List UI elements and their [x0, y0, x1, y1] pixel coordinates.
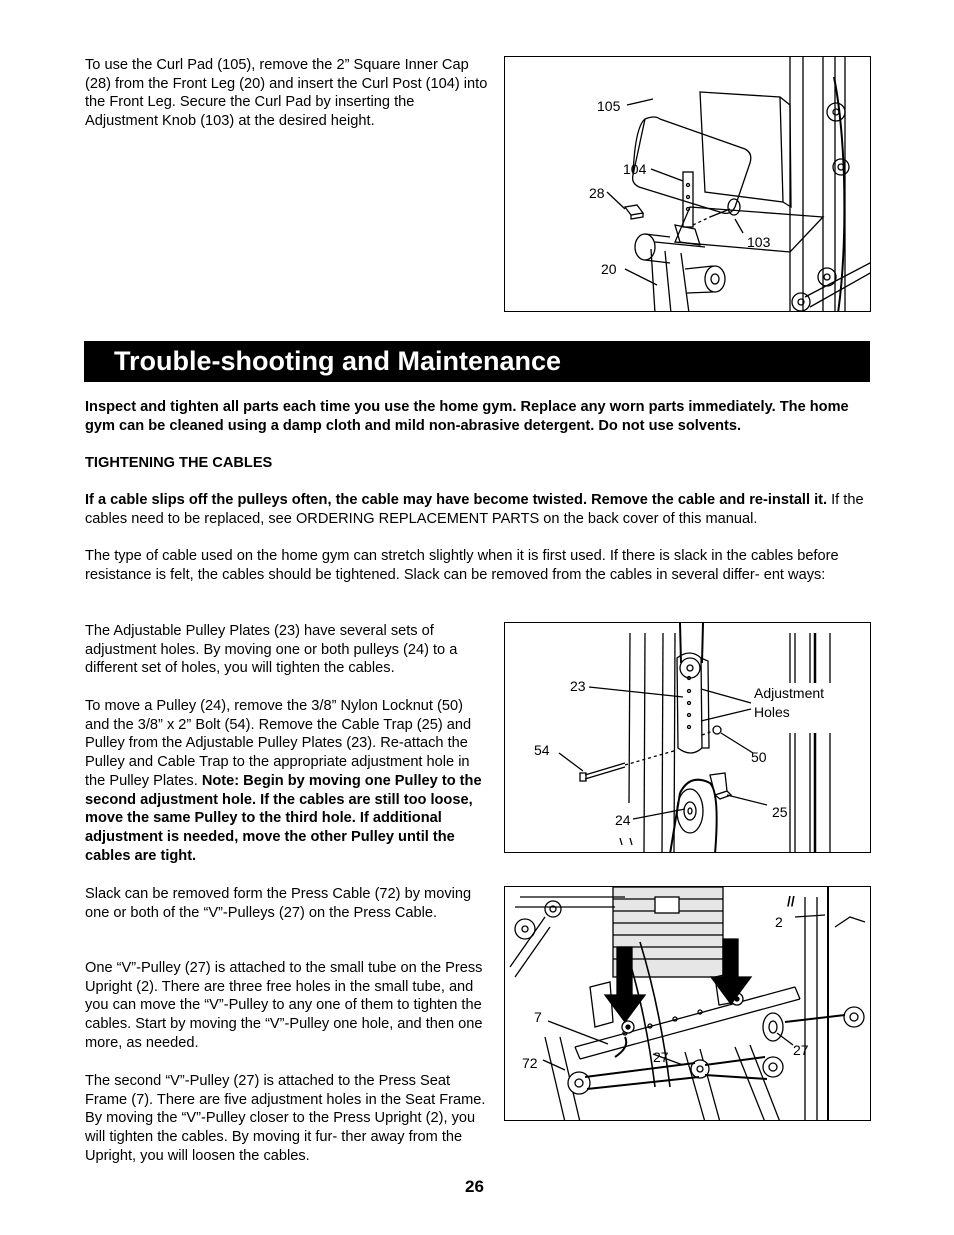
- pulley-plates-drawing: [505, 623, 871, 853]
- pulley-plates-note: Note: Begin by moving one Pulley to the second adjustment hole. If the cables are still too loose, move the same Pulley to the third hole. If additional adjustment is needed, move the other Pulley until the cables are tight.: [85, 772, 482, 864]
- section-title: Trouble-shooting and Maintenance: [84, 341, 870, 382]
- press-callout-72: 72: [522, 1055, 538, 1071]
- pulley-callout-23: 23: [570, 678, 586, 694]
- pulley-callout-adjustment: Adjustment: [754, 685, 825, 701]
- press-cable-drawing: [505, 887, 871, 1121]
- pulley-callout-50: 50: [751, 749, 767, 765]
- pulley-plates-paragraph-2: [85, 697, 487, 865]
- cable-slip-rest: If the cables need to be replaced, see ORDERING REPLACEMENT PARTS on the back cover of this manual.: [85, 492, 864, 527]
- curl-pad-callout-20: 20: [601, 261, 617, 277]
- press-cable-paragraph-1: Slack can be removed form the Press Cable (72) by moving one or both of the “V”-Pulleys (27) on the Press Cable.: [85, 886, 472, 921]
- curl-pad-callout-103: 103: [747, 234, 771, 250]
- cable-slip-paragraph: [85, 491, 875, 528]
- pulley-callout-holes: Holes: [754, 704, 790, 720]
- intro-paragraph: Inspect and tighten all parts each time you use the home gym. Replace any worn parts immediately. The home gym can be cleaned using a damp cloth and mild non-abrasive detergent. Do not use solvents.: [85, 399, 849, 434]
- cable-stretch-paragraph: The type of cable used on the home gym can stretch slightly when it is first used. If there is slack in the cables before resistance is felt, the cables should be tightened. Slack can be removed from the cables in several differ- ent ways:: [85, 548, 839, 583]
- curl-pad-callout-28: 28: [589, 185, 605, 201]
- press-cable-figure: [504, 886, 871, 1121]
- curl-pad-callout-105: 105: [597, 98, 621, 114]
- press-callout-7: 7: [534, 1009, 542, 1025]
- press-cable-mark: //: [787, 893, 795, 909]
- pulley-plates-paragraph-1: The Adjustable Pulley Plates (23) have several sets of adjustment holes. By moving one or both pulleys (24) to a different set of holes, you will tighten the cables.: [85, 623, 458, 677]
- pulley-callout-25: 25: [772, 804, 788, 820]
- pulley-callout-24: 24: [615, 812, 631, 828]
- pulley-plates-instructions: To move a Pulley (24), remove the 3/8” Nylon Locknut (50) and the 3/8” x 2” Bolt (54). Remove the Cable Trap (25) and Pulley from the Adjustable Pulley Plates (23). Re-attach the Pulley and Cable Trap to the appropriate adjustment hole in the Pulley Plates.: [85, 698, 472, 789]
- press-callout-27-left: 27: [653, 1049, 669, 1065]
- cable-slip-bold: If a cable slips off the pulleys often, the cable may have become twisted. Remove the cable and re-install it.: [85, 492, 828, 508]
- curl-pad-figure: [504, 56, 871, 312]
- press-cable-paragraph-3: The second “V”-Pulley (27) is attached to the Press Seat Frame (7). There are five adjustment holes in the Seat Frame. By moving the “V”-Pulley closer to the Press Upright (2), you will tighten the cables. By moving it fur- ther away from the Upright, you will loosen the cables.: [85, 1073, 486, 1164]
- press-cable-paragraph-2: One “V”-Pulley (27) is attached to the small tube on the Press Upright (2). There are three free holes in the small tube, and you can move the “V”-Pulley to any one of them to tighten the cables. Start by moving the “V”-Pulley one hole, and then one more, as needed.: [85, 960, 483, 1051]
- subheading-tightening-cables: TIGHTENING THE CABLES: [85, 455, 273, 471]
- press-callout-2: 2: [775, 914, 783, 930]
- pulley-callout-54: 54: [534, 742, 550, 758]
- pulley-plates-figure: [504, 622, 871, 853]
- press-callout-27-right: 27: [793, 1042, 809, 1058]
- curl-pad-callout-104: 104: [623, 161, 647, 177]
- page-number: 26: [465, 1177, 484, 1196]
- curl-pad-paragraph: To use the Curl Pad (105), remove the 2” Square Inner Cap (28) from the Front Leg (20) and insert the Curl Post (104) into the Front Leg. Secure the Curl Pad by inserting the Adjustment Knob (103) at the desired height.: [85, 57, 488, 130]
- curl-pad-drawing: [505, 57, 871, 312]
